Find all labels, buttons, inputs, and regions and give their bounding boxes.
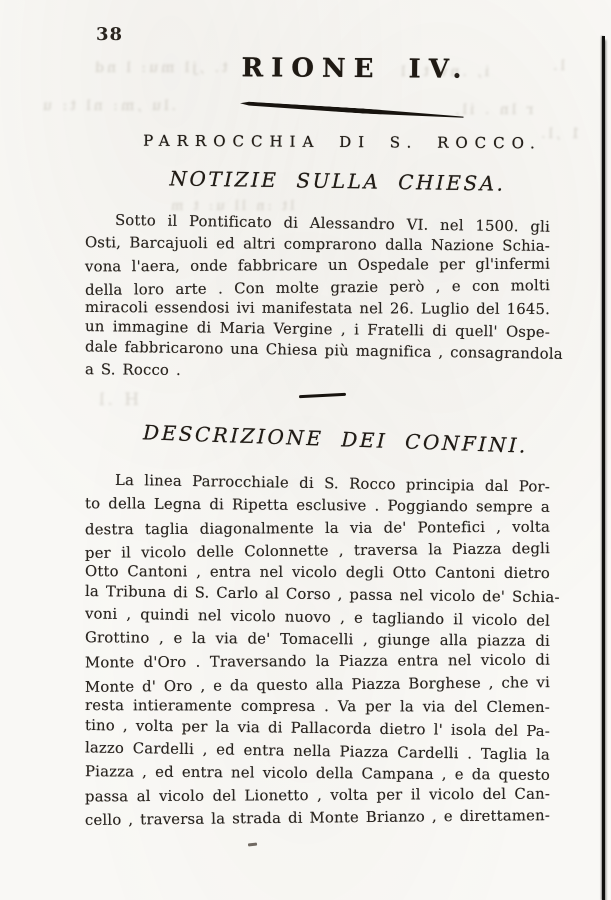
text-line: a S. Rocco . bbox=[84, 361, 181, 380]
text-line: la Tribuna di S. Carlo al Corso , passa nel vicolo de' Schia- bbox=[84, 583, 560, 607]
text-line: per il vicolo delle Colonnette , traversa la Piazza degli bbox=[84, 539, 551, 562]
text-line: un immagine di Maria Vergine , i Fratelli di quell' Ospe- bbox=[84, 317, 551, 342]
text-line: to della Legna di Ripetta esclusive . Poggiando sempre a bbox=[84, 495, 551, 517]
parrocchia-heading: PARROCCHIA DI S. ROCCO. bbox=[143, 131, 542, 153]
text-line: La linea Parrocchiale di S. Rocco principia dal Por- bbox=[114, 471, 551, 496]
text-line: miracoli essendosi ivi manifestata nel 26. Luglio del 1645. bbox=[84, 298, 551, 318]
bleedthrough-mark bbox=[538, 126, 580, 142]
stray-ink-mark bbox=[248, 843, 257, 846]
bleedthrough-mark bbox=[96, 390, 139, 410]
section-heading-descrizione: DESCRIZIONE DEI CONFINI. bbox=[142, 420, 529, 458]
paragraph-confini bbox=[84, 471, 560, 830]
text-line: resta intieramente compresa . Va per la via del Clemen- bbox=[84, 696, 551, 716]
bleedthrough-mark bbox=[550, 58, 565, 74]
title-rule-divider bbox=[240, 101, 464, 120]
text-line: Piazza , ed entra nel vicolo della Campana , e da questo bbox=[84, 763, 551, 784]
text-line: cello , traversa la strada di Monte Brianzo , e direttamen- bbox=[84, 807, 551, 830]
text-line: della loro arte . Con molte grazie però , e con molti bbox=[84, 276, 551, 299]
text-line: passa al vicolo del Lionetto , volta per il vicolo del Can- bbox=[84, 785, 551, 806]
section-divider bbox=[299, 393, 346, 398]
text-line: tino , volta per la via di Pallacorda dietro l' isola del Pa- bbox=[84, 717, 551, 741]
paragraph-notizie bbox=[84, 211, 563, 383]
text-line: dale fabbricarono una Chiesa più magnifica , consagrandola bbox=[84, 338, 563, 364]
page-edge-scan-line bbox=[602, 36, 605, 900]
text-line: destra taglia diagonalmente la via de' Pontefici , volta bbox=[84, 518, 551, 539]
bleedthrough-mark bbox=[40, 98, 176, 114]
bleedthrough-mark bbox=[168, 199, 294, 214]
page-number: 38 bbox=[96, 24, 124, 45]
text-line: voni , quindi nel vicolo nuovo , e tagliando il vicolo del bbox=[84, 605, 551, 630]
section-heading-notizie: NOTIZIE SULLA CHIESA. bbox=[169, 166, 506, 196]
text-line: Monte d'Oro . Traversando la Piazza entra nel vicolo di bbox=[84, 651, 551, 672]
rione-title: RIONE IV. bbox=[241, 53, 470, 85]
text-line: vona l'aera, onde fabbricare un Ospedale per gl'infermi bbox=[84, 255, 551, 276]
bleedthrough-mark bbox=[452, 102, 533, 118]
text-line: Monte d' Oro , e da questo alla Piazza Borghese , che vi bbox=[84, 673, 551, 696]
text-line: Otto Cantoni , entra nel vicolo degli Otto Cantoni dietro bbox=[84, 563, 551, 583]
text-line: Grottino , e la via de' Tomacelli , giunge alla piazza di bbox=[84, 629, 551, 650]
text-line: lazzo Cardelli , ed entra nella Piazza Cardelli . Taglia la bbox=[84, 738, 551, 764]
bleedthrough-mark bbox=[92, 60, 228, 76]
bleedthrough-mark bbox=[398, 64, 489, 80]
text-line: Sotto il Pontificato di Alessandro VI. nel 1500. gli bbox=[114, 211, 551, 236]
text-line: Osti, Barcajuoli ed altri comprarono dalla Nazione Schia- bbox=[84, 234, 551, 256]
